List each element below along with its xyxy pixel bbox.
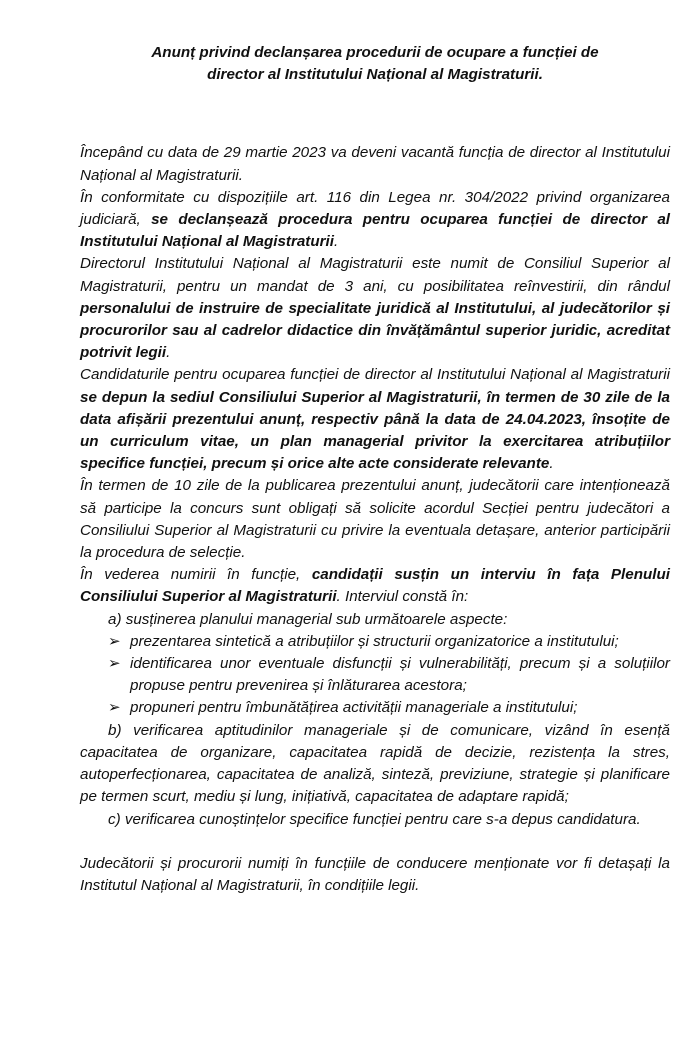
arrow-bullet-icon: ➢ [108,699,121,717]
list-item: ➢ propuneri pentru îmbunătățirea activității manageriale a institutului; [108,697,670,719]
arrow-bullet-icon: ➢ [108,632,121,650]
title-line-1: Anunț privind declanșarea procedurii de ocupare a funcției de [151,44,599,61]
interview-item-b: b) verificarea aptitudinilor manageriale și de comunicare, vizând în esență capacitatea de organizare, capacitatea rapidă de decizie, rezistența la stres, autoperfecționarea, capacitatea de analiză, sinteză, previziune, strategie și planificare pe termen scurt, mediu și lung, inițiativă, capacitatea de adaptare rapidă; [80,721,670,806]
submission-terms-bold: se depun la sediul Consiliului Superior al Magistraturii, în termen de 30 zile de la data afișării prezentului anunț, respectiv până la data de 24.04.2023, însoțite de un curriculum vitae, un plan managerial privitor la exercitarea atribuțiilor specifice funcției, precum și orice alte acte considerate relevante [80,388,670,473]
list-item: ➢ prezentarea sintetică a atribuțiilor și structurii organizatorice a institutului; [108,631,670,653]
paragraph-legal-basis: În conformitate cu dispozițiile art. 116 din Legea nr. 304/2022 privind organizarea judiciară, se declanșează procedura pentru ocuparea funcției de director al Institutului Național al Magistraturii. [80,188,671,251]
list-item: ➢ identificarea unor eventuale disfuncții și vulnerabilități, precum și a soluțiilor propuse pentru prevenirea și înlăturarea acestora; [108,655,670,695]
paragraph-interview: În vederea numirii în funcție, candidații susțin un interviu în fața Plenului Consiliului Superior al Magistraturii. Interviul constă în: [80,566,670,606]
procedure-announcement-bold: se declanșează procedura pentru ocuparea funcției de director al Institutului Național al Magistraturii [80,211,671,251]
title-line-2: director al Institutului Național al Magistraturii. [207,66,543,84]
announcement-page [80,42,670,897]
paragraph-application-submission: Candidaturile pentru ocuparea funcției de director al Institutului Național al Magistraturii se depun la sediul Consiliului Superior al Magistraturii, în termen de 30 zile de la data afișării prezentului anunț, respectiv până la data de 24.04.2023, însoțite de un curriculum vitae, un plan managerial privitor la exercitarea atribuțiilor specifice funcției, precum și orice alte acte considerate relevante. [80,366,670,473]
interview-item-c: c) verificarea cunoștințelor specifice funcției pentru care s-a depus candidatura. [108,810,641,828]
eligible-candidates-bold: personalului de instruire de specialitate juridică al Institutului, al judecătorilor și procurorilor sau al cadrelor didactice din învățământul superior juridic, acreditat potrivit legii [80,299,670,362]
paragraph-judges-approval: În termen de 10 zile de la publicarea prezentului anunț, judecătorii care intenționează să participe la concurs sunt obligați să solicite acordul Secției pentru judecători a Consiliului Superior al Magistraturii cu privire la eventuala detașare, anterior participării la procedura de selecție. [80,477,670,562]
interview-bullet-list [80,631,670,720]
interview-bold: candidații susțin un interviu în fața Plenului Consiliului Superior al Magistraturii [80,566,670,606]
announcement-title [80,42,670,86]
paragraph-vacancy: Începând cu data de 29 martie 2023 va deveni vacantă funcția de director al Institutului Național al Magistraturii. [80,144,670,184]
arrow-bullet-icon: ➢ [108,655,121,673]
interview-item-a: a) susținerea planului managerial sub următoarele aspecte: [108,610,508,628]
paragraph-director-appointment: Directorul Institutului Național al Magistraturii este numit de Consiliul Superior al Magistraturii, pentru un mandat de 3 ani, cu posibilitatea reînvestirii, din rândul personalului de instruire de specialitate juridică al Institutului, al judecătorilor și procurorilor sau al cadrelor didactice din învățământul superior juridic, acreditat potrivit legii. [80,255,670,362]
paragraph-closing: Judecătorii și procurorii numiți în funcțiile de conducere menționate vor fi detașați la Institutul Național al Magistraturii, în condițiile legii. [80,854,670,894]
